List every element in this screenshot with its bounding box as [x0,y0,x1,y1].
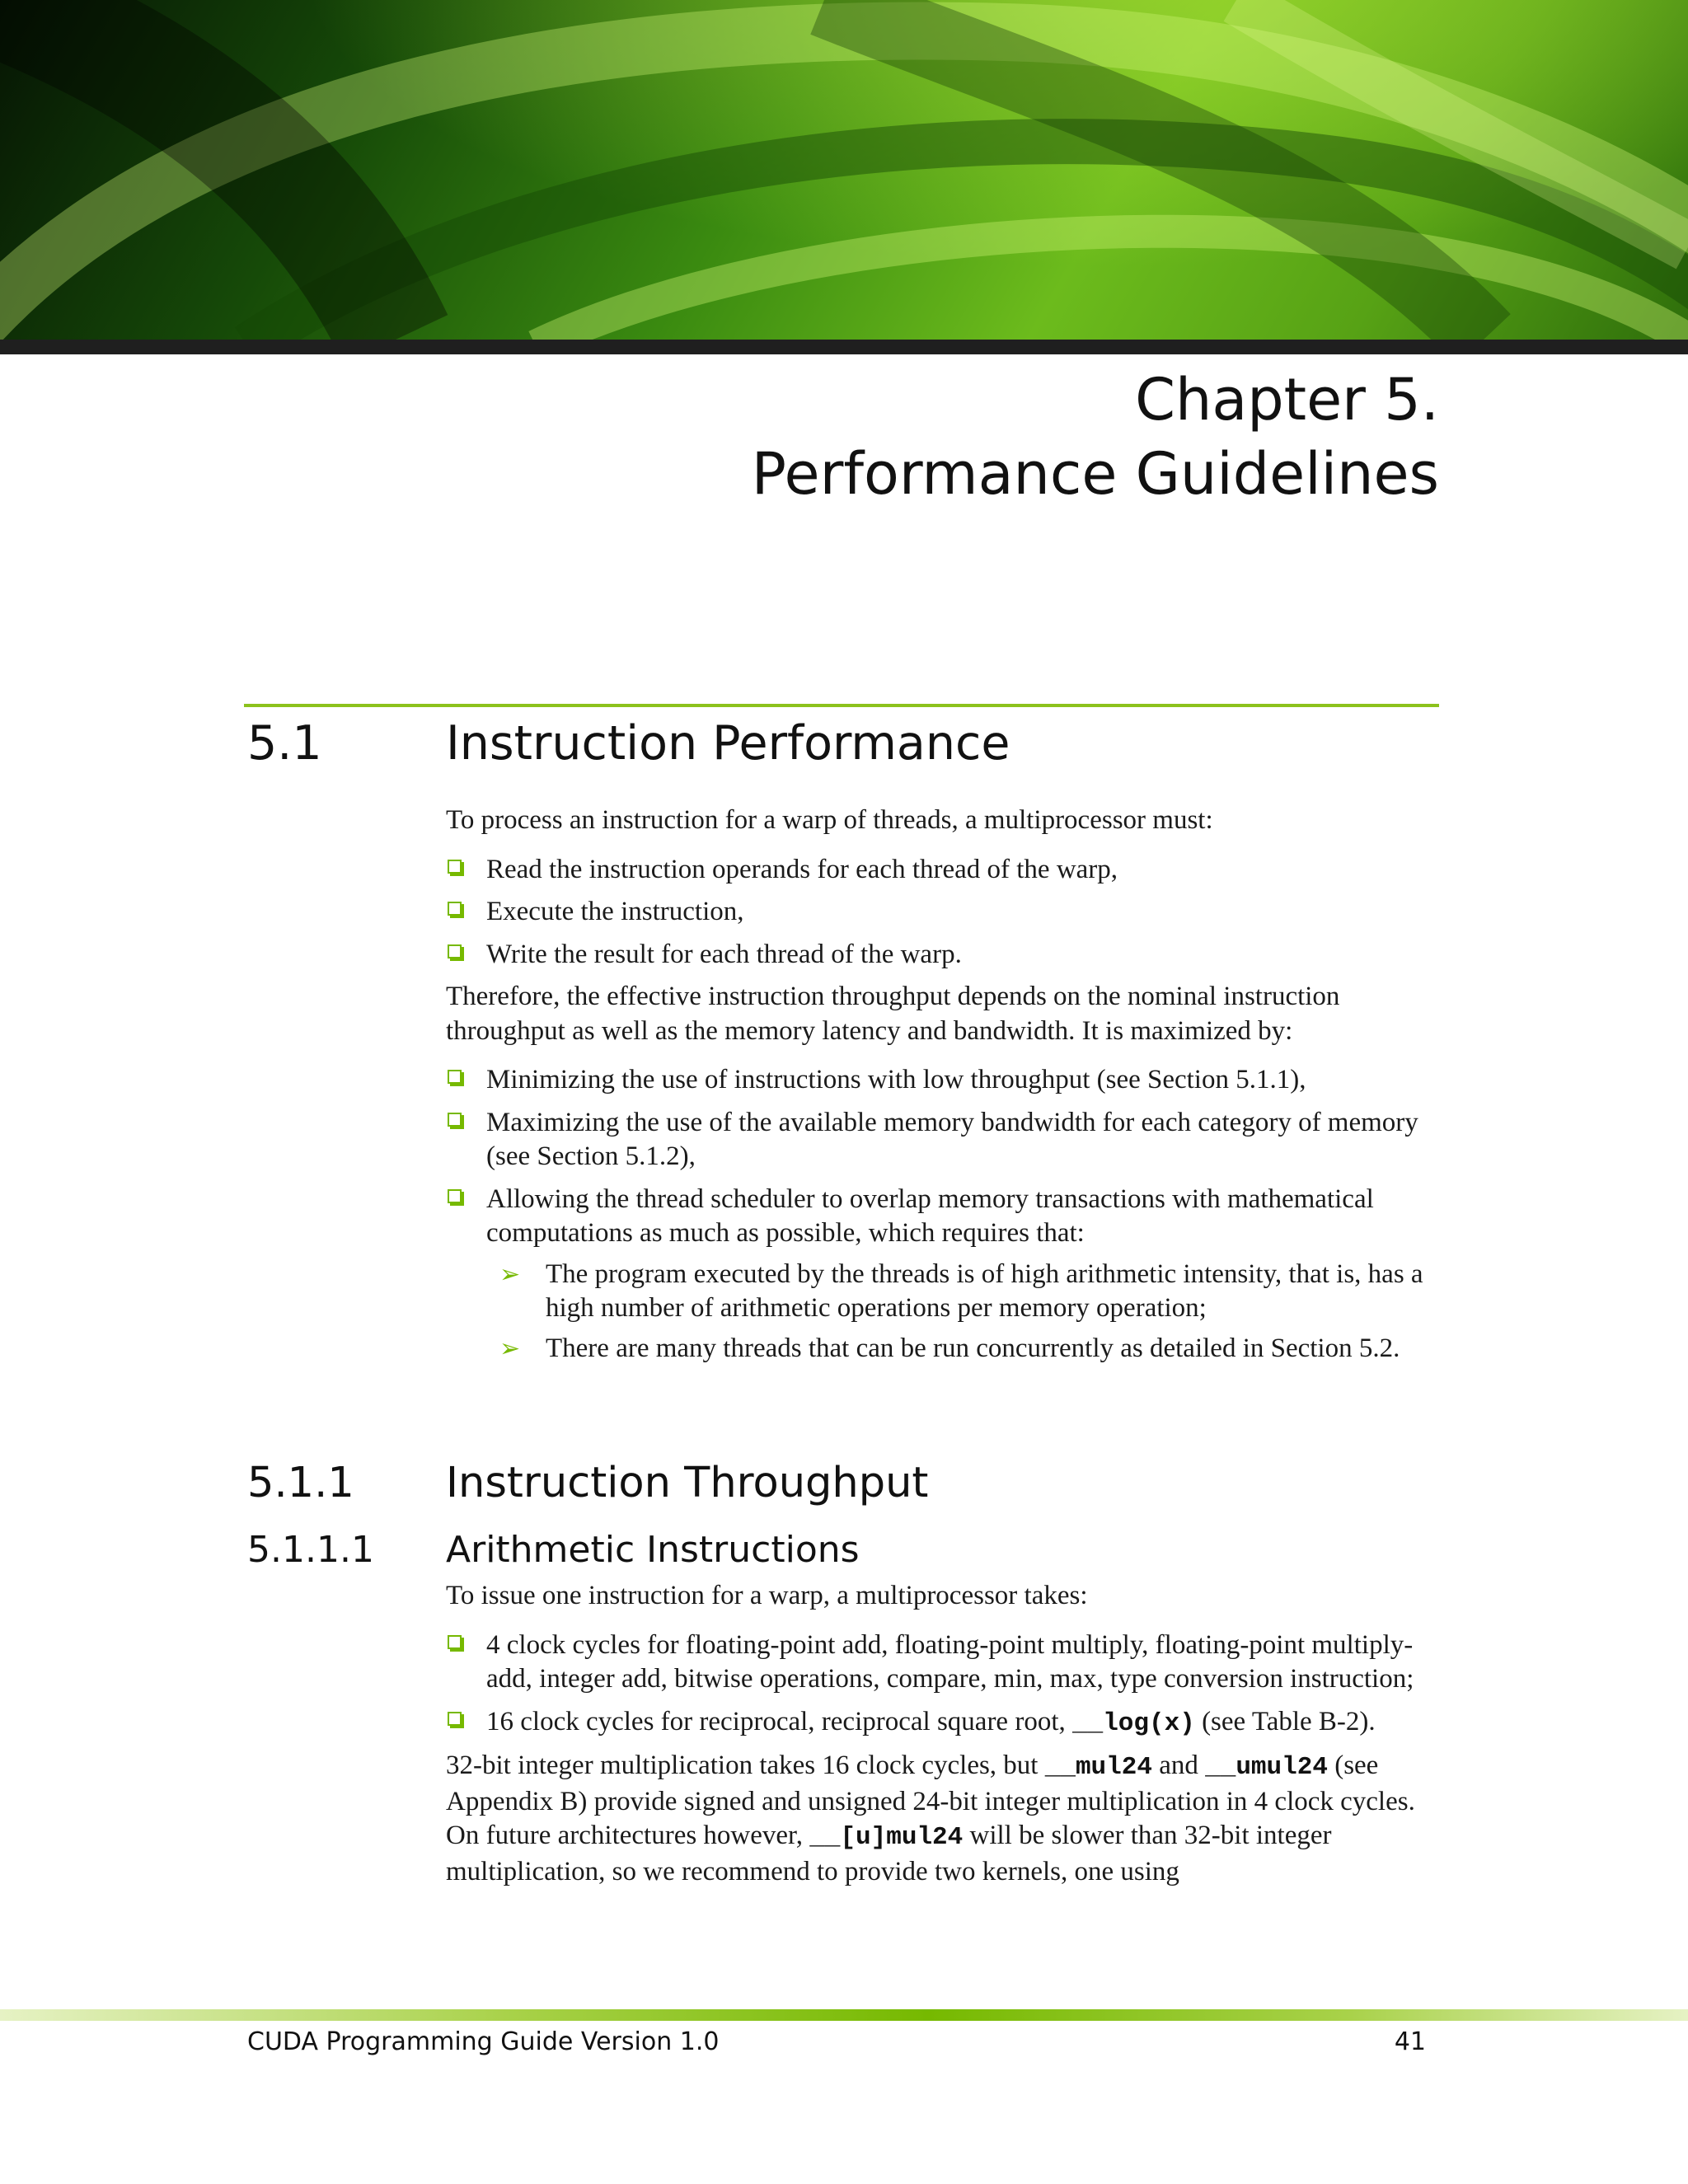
page-number: 41 [1394,2027,1426,2056]
list-item: Read the instruction operands for each thread of the warp, [446,853,1443,888]
footer-document-title: CUDA Programming Guide Version 1.0 [247,2027,720,2056]
chapter-number: Chapter 5. [1135,366,1439,434]
checkbox-bullet-icon [448,1635,462,1649]
list-item: Write the result for each thread of the warp. [446,938,1443,972]
chapter-name: Performance Guidelines [751,440,1439,508]
list-item: Allowing the thread scheduler to overlap memory transactions with mathematical computations as much as possible, which requires that: ➢ The program executed by the threads is of high arithmetic intensity, that is, has a high number of arithmetic operations per memory operation; ➢ There are many threads that can be run concurrently as detailed in Section 5.2. [446,1183,1443,1366]
list-item: Maximizing the use of the available memory bandwidth for each category of memory (see Section 5.1.2), [446,1106,1443,1174]
section-5-1-1-1-body [446,1579,1443,1889]
banner-divider [0,340,1688,354]
section-number-5-1: 5.1 [247,716,322,771]
code-mul24: __mul24 [1044,1753,1152,1782]
intro-paragraph: To process an instruction for a warp of threads, a multiprocessor must: [446,805,1213,835]
instruction-steps-list [446,853,1443,972]
clock-cycles-list [446,1629,1443,1741]
chapter-banner [0,0,1688,340]
checkbox-bullet-icon [448,860,462,874]
section-title-5-1: Instruction Performance [446,716,1010,771]
checkbox-bullet-icon [448,944,462,958]
section-title-5-1-1: Instruction Throughput [446,1459,929,1507]
section-rule [244,704,1439,707]
sub-list-item: ➢ There are many threads that can be run concurrently as detailed in Section 5.2. [486,1332,1443,1366]
code-log: __log(x) [1071,1708,1195,1738]
throughput-paragraph: Therefore, the effective instruction throughput depends on the nominal instruction throughput as well as the memory latency and bandwidth. It is maximized by: [446,982,1340,1046]
list-item: Execute the instruction, [446,895,1443,930]
checkbox-bullet-icon [448,1712,462,1726]
section-number-5-1-1: 5.1.1 [247,1459,354,1507]
banner-swirl-graphic [0,0,1688,340]
footer-bar [0,2009,1688,2021]
section-5-1-body [446,804,1443,1374]
multiplication-paragraph: 32-bit integer multiplication takes 16 clock cycles, but __mul24 and __umul24 (see Appendix B) provide signed and unsigned 24-bit integer multiplication in 4 clock cycles. On future architectures however, __[u]mul24 will be slower than 32-bit integer multiplication, so we recommend to provide two kernels, one using [446,1750,1415,1886]
issue-intro-paragraph: To issue one instruction for a warp, a multiprocessor takes: [446,1581,1088,1610]
checkbox-bullet-icon [448,1189,462,1203]
requirements-sublist [486,1258,1443,1366]
list-item: 4 clock cycles for floating-point add, floating-point multiply, floating-point multiply-add, integer add, bitwise operations, compare, min, max, type conversion instruction; [446,1629,1443,1697]
list-item: 16 clock cycles for reciprocal, reciprocal square root, __log(x) (see Table B-2). [446,1705,1443,1741]
checkbox-bullet-icon [448,1113,462,1127]
chapter-title [752,363,1439,511]
sub-list-item: ➢ The program executed by the threads is of high arithmetic intensity, that is, has a high number of arithmetic operations per memory operation; [499,1258,1423,1323]
code-umul24: __umul24 [1205,1753,1328,1782]
code-u-mul24: __[u]mul24 [809,1823,964,1852]
section-number-5-1-1-1: 5.1.1.1 [247,1529,374,1571]
arrow-bullet-icon: ➢ [499,1259,521,1289]
maximize-list [446,1063,1443,1366]
checkbox-bullet-icon [448,1070,462,1084]
arrow-bullet-icon: ➢ [499,1333,521,1363]
list-item: Minimizing the use of instructions with low throughput (see Section 5.1.1), [446,1063,1443,1098]
section-title-5-1-1-1: Arithmetic Instructions [446,1529,860,1571]
checkbox-bullet-icon [448,902,462,916]
